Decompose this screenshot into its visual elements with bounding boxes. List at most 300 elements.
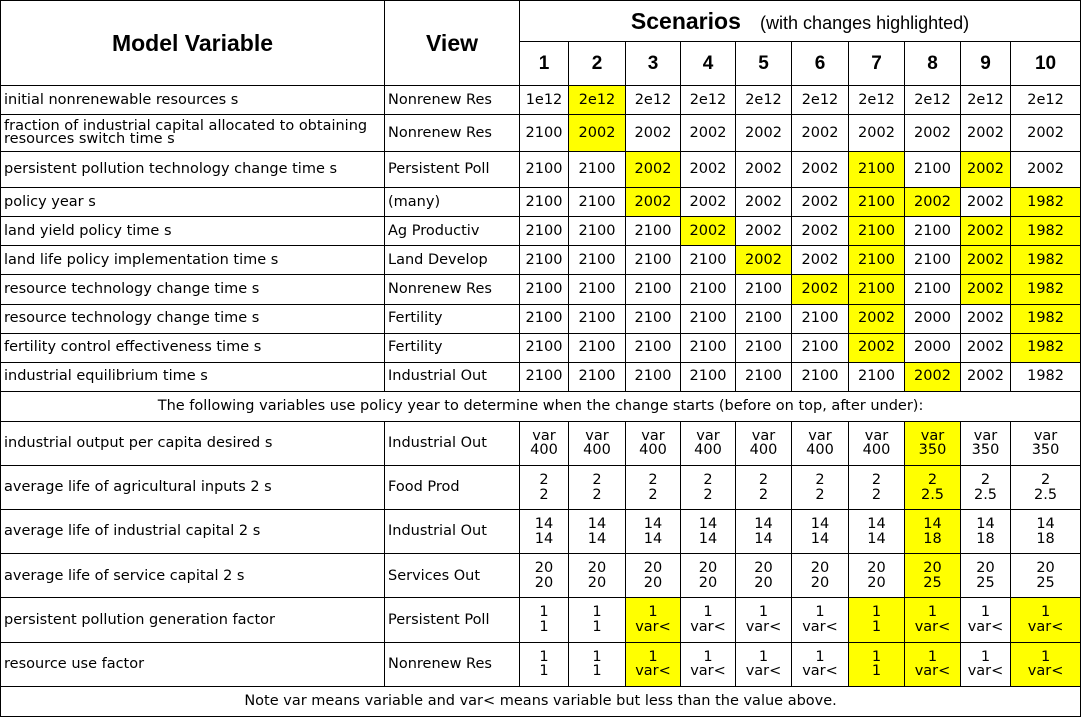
value-after: 18 [1036,530,1055,547]
value-after: 2 [758,486,769,503]
value-before: 14 [1036,516,1055,533]
scenario-value: 2100 [569,275,626,304]
variable-name: persistent pollution generation factor [1,598,385,642]
scenario-value-pair [520,421,569,465]
value-before: 20 [534,560,554,577]
scenario-value: 2002 [849,333,905,362]
value-before: 2 [927,472,938,489]
value-before: 2 [758,472,769,489]
scenario-value: 2100 [569,333,626,362]
model-variable-header: Model Variable [1,1,385,86]
table-row [1,642,1081,686]
variable-name: policy year s [1,188,385,217]
scenario-value: 2002 [681,217,736,246]
value-before: var [808,427,832,444]
scenario-value: 2002 [681,188,736,217]
scenario-value: 2100 [681,275,736,304]
table-row [1,86,1081,115]
scenario-value-pair [1011,421,1081,465]
value-before: 1 [980,648,991,665]
view-name: Industrial Out [385,362,520,391]
value-after: 2 [539,486,549,503]
scenario-value: 1982 [1011,246,1081,275]
view-name: Food Prod [385,466,520,510]
scenario-value-pair [849,466,905,510]
scenario-value: 2002 [736,115,792,152]
scenario-value-pair [569,642,626,686]
view-name: Persistent Poll [385,151,520,188]
value-after: 25 [1036,574,1055,591]
value-before: var [920,427,945,444]
scenario-value: 2100 [569,246,626,275]
view-name: Industrial Out [385,510,520,554]
scenario-value: 1982 [1011,217,1081,246]
table-row [1,115,1081,152]
scenario-value-pair [681,598,736,642]
scenario-value-pair [905,598,961,642]
scenario-value: 2100 [736,362,792,391]
variable-name: average life of agricultural inputs 2 s [1,466,385,510]
scenario-value: 2000 [905,333,961,362]
view-name: Ag Productiv [385,217,520,246]
scenario-number: 2 [569,42,626,86]
footer-note-row [1,686,1081,716]
value-after: 400 [862,442,891,459]
scenario-value-pair [736,510,792,554]
value-before: var [696,427,720,444]
value-before: var [751,427,776,444]
scenario-value: 2002 [849,304,905,333]
view-name: Persistent Poll [385,598,520,642]
scenario-value: 2100 [569,362,626,391]
table-row [1,217,1081,246]
scenario-value-pair [736,554,792,598]
scenario-value-pair [961,466,1011,510]
value-before: 1 [703,604,713,621]
scenarios-header [520,1,1081,42]
value-after: var< [1027,618,1064,635]
variable-name: land yield policy time s [1,217,385,246]
value-before: 20 [643,560,663,577]
value-after: 18 [976,530,995,547]
scenario-value-pair [849,554,905,598]
scenario-value-pair [681,642,736,686]
scenario-value: 2100 [626,275,681,304]
variable-name: persistent pollution technology change time s [1,151,385,188]
value-after: 1 [871,618,882,635]
table-row [1,188,1081,217]
value-before: 1 [758,648,769,665]
value-after: 20 [754,574,773,591]
value-before: 1 [871,604,882,621]
scenario-value: 2002 [792,188,849,217]
value-before: 14 [534,516,554,533]
scenario-value-pair [569,510,626,554]
view-name: Nonrenew Res [385,86,520,115]
scenarios-title: Scenarios [630,7,741,34]
scenario-value-pair [626,421,681,465]
value-after: var< [745,663,782,680]
scenario-value-pair [792,642,849,686]
value-before: var [864,427,889,444]
scenario-value-pair [961,510,1011,554]
value-after: 18 [923,530,942,547]
value-after: 25 [976,574,995,591]
value-after: 20 [643,574,663,591]
scenario-value: 2002 [1011,115,1081,152]
table-row [1,304,1081,333]
footer-note: Note var means variable and var< means variable but less than the value above. [1,686,1081,716]
scenario-value: 2100 [681,246,736,275]
value-after: 14 [698,530,718,547]
value-before: 1 [703,648,713,665]
value-after: 14 [754,530,773,547]
value-before: 14 [810,516,830,533]
value-after: 400 [530,442,558,459]
scenario-value: 2e12 [569,86,626,115]
scenario-value-pair [626,642,681,686]
value-after: 2.5 [920,486,945,503]
scenario-value-pair [626,598,681,642]
scenario-value-pair [626,466,681,510]
scenario-value: 2e12 [1011,86,1081,115]
scenario-value: 2100 [520,362,569,391]
value-after: 20 [534,574,554,591]
scenario-value: 2002 [1011,151,1081,188]
scenarios-note: (with changes highlighted) [760,12,970,33]
value-before: 2 [703,472,713,489]
scenario-value: 2002 [626,115,681,152]
scenario-number: 7 [849,42,905,86]
view-header: View [385,1,520,86]
scenario-value: 2002 [905,188,961,217]
scenario-value: 2100 [736,333,792,362]
value-before: 2 [980,472,991,489]
scenario-value: 2e12 [792,86,849,115]
scenario-value: 2e12 [961,86,1011,115]
scenario-value: 2002 [849,115,905,152]
value-before: 1 [592,648,602,665]
value-after: 20 [587,574,607,591]
scenario-value: 2002 [961,362,1011,391]
table-row [1,598,1081,642]
scenario-value: 2100 [792,333,849,362]
value-after: 2.5 [973,486,998,503]
scenario-value-pair [626,510,681,554]
scenario-value: 1982 [1011,188,1081,217]
value-before: 1 [871,648,882,665]
table-row [1,151,1081,188]
value-before: 20 [587,560,607,577]
value-before: 1 [1040,604,1051,621]
value-before: var [532,427,556,444]
view-name: Fertility [385,333,520,362]
value-after: 2.5 [1034,486,1058,503]
value-after: var< [690,663,726,680]
scenario-value: 2002 [569,115,626,152]
scenario-value-pair [961,554,1011,598]
scenario-value: 2002 [792,217,849,246]
value-before: 1 [648,648,658,665]
table-row [1,275,1081,304]
scenario-value: 2e12 [849,86,905,115]
value-before: 14 [923,516,942,533]
section-note: The following variables use policy year to determine when the change starts (before on top, after under): [1,391,1081,421]
value-before: 1 [539,604,549,621]
value-after: 20 [698,574,718,591]
scenario-value-pair [849,421,905,465]
scenario-value: 1982 [1011,275,1081,304]
value-before: 1 [927,604,938,621]
scenario-value: 2100 [626,217,681,246]
variable-name: industrial equilibrium time s [1,362,385,391]
value-after: 2 [592,486,602,503]
value-after: var< [690,618,726,635]
value-before: 20 [923,560,942,577]
scenario-value-pair [520,466,569,510]
scenario-number: 9 [961,42,1011,86]
scenario-value: 2100 [849,275,905,304]
value-after: var< [745,618,782,635]
value-before: 2 [592,472,602,489]
scenario-value: 2100 [520,188,569,217]
value-after: 14 [643,530,663,547]
value-before: var [641,427,665,444]
value-after: 1 [539,618,549,635]
scenario-value: 2002 [736,188,792,217]
scenario-value-pair [1011,642,1081,686]
scenario-value: 2002 [626,188,681,217]
scenario-value: 2100 [520,217,569,246]
scenario-value-pair [520,598,569,642]
scenario-value: 2100 [520,246,569,275]
table-row [1,421,1081,465]
value-before: 1 [1040,648,1051,665]
table-row [1,510,1081,554]
scenario-value: 2002 [792,151,849,188]
scenario-value: 2002 [905,115,961,152]
scenario-value: 2100 [792,362,849,391]
scenario-value: 2100 [681,304,736,333]
value-before: 14 [867,516,886,533]
scenario-value: 2100 [849,188,905,217]
scenario-value: 2002 [626,151,681,188]
value-before: 1 [815,648,825,665]
scenario-value-pair [792,510,849,554]
scenario-value: 2100 [569,151,626,188]
variable-name: land life policy implementation time s [1,246,385,275]
scenario-value-pair [681,466,736,510]
scenario-value: 2002 [961,275,1011,304]
scenario-value: 2002 [736,151,792,188]
value-before: 1 [539,648,549,665]
value-before: 20 [754,560,773,577]
scenario-value: 2100 [849,217,905,246]
scenario-value: 2100 [849,362,905,391]
value-before: 2 [815,472,825,489]
scenario-value-pair [520,510,569,554]
scenario-value: 2100 [520,151,569,188]
value-after: var< [802,663,838,680]
value-after: var< [802,618,838,635]
section-note-row [1,391,1081,421]
scenario-value: 2e12 [905,86,961,115]
scenario-value: 2002 [736,217,792,246]
scenario-value: 1e12 [520,86,569,115]
value-before: 14 [976,516,995,533]
scenario-value-pair [961,598,1011,642]
scenario-value-pair [569,421,626,465]
view-name: Nonrenew Res [385,115,520,152]
variable-name: fraction of industrial capital allocated to obtaining resources switch time s [1,115,385,152]
scenario-value-pair [905,510,961,554]
scenario-value: 2002 [961,188,1011,217]
scenario-value-pair [569,466,626,510]
value-after: 20 [867,574,886,591]
scenario-value-pair [736,466,792,510]
value-before: 2 [1040,472,1051,489]
value-before: 20 [698,560,718,577]
value-after: var< [635,618,671,635]
scenario-value-pair [792,554,849,598]
value-before: var [585,427,609,444]
value-after: 1 [539,663,549,680]
value-after: 14 [587,530,607,547]
scenario-value-pair [792,466,849,510]
scenario-value: 2002 [961,151,1011,188]
value-before: var [1033,427,1058,444]
table-row [1,554,1081,598]
scenario-value-pair [905,466,961,510]
scenario-value: 2100 [681,362,736,391]
view-name: Nonrenew Res [385,642,520,686]
scenario-value-pair [1011,510,1081,554]
value-after: 14 [534,530,554,547]
value-before: 2 [648,472,658,489]
view-name: Fertility [385,304,520,333]
scenario-value: 2002 [961,304,1011,333]
scenario-number: 1 [520,42,569,86]
value-after: 350 [1031,442,1060,459]
scenario-value: 2000 [905,304,961,333]
value-after: 25 [923,574,942,591]
variable-name: initial nonrenewable resources s [1,86,385,115]
variable-name: resource technology change time s [1,304,385,333]
scenario-value: 2100 [520,304,569,333]
value-after: 14 [867,530,886,547]
variable-name: resource use factor [1,642,385,686]
scenario-value: 2100 [849,151,905,188]
value-before: 14 [643,516,663,533]
scenario-value: 2100 [626,304,681,333]
scenario-value: 2100 [905,246,961,275]
scenario-value: 2100 [905,217,961,246]
scenario-value-pair [1011,554,1081,598]
view-name: (many) [385,188,520,217]
value-after: 400 [806,442,834,459]
value-after: 400 [639,442,667,459]
value-after: 2 [703,486,713,503]
scenario-value: 2100 [626,246,681,275]
scenario-value-pair [905,554,961,598]
scenario-value: 2100 [736,275,792,304]
value-after: 2 [871,486,882,503]
scenario-value: 2002 [961,115,1011,152]
scenario-value: 2002 [961,217,1011,246]
value-before: 1 [758,604,769,621]
scenario-value-pair [792,598,849,642]
scenario-value-pair [520,642,569,686]
value-before: var [973,427,998,444]
value-after: 14 [810,530,830,547]
scenario-number: 10 [1011,42,1081,86]
scenario-value: 2e12 [681,86,736,115]
scenario-value-pair [961,421,1011,465]
scenario-value: 2100 [905,275,961,304]
scenario-value: 2002 [961,246,1011,275]
value-before: 1 [927,648,938,665]
value-after: 1 [592,618,602,635]
view-name: Industrial Out [385,421,520,465]
scenario-value-pair [905,421,961,465]
value-before: 2 [539,472,549,489]
table-row [1,362,1081,391]
scenario-value: 2002 [681,151,736,188]
value-before: 1 [815,604,825,621]
value-after: 400 [749,442,778,459]
scenario-value-pair [849,598,905,642]
value-before: 1 [980,604,991,621]
value-after: 2 [648,486,658,503]
scenario-value-pair [1011,466,1081,510]
value-before: 1 [592,604,602,621]
scenario-value: 2100 [849,246,905,275]
table-body [1,86,1081,717]
scenario-value: 2100 [792,304,849,333]
value-before: 20 [810,560,830,577]
value-after: var< [635,663,671,680]
value-after: 350 [971,442,1000,459]
scenario-number: 4 [681,42,736,86]
scenario-number: 5 [736,42,792,86]
scenario-value-pair [736,598,792,642]
view-name: Nonrenew Res [385,275,520,304]
scenario-value-pair [961,642,1011,686]
scenario-value: 1982 [1011,333,1081,362]
scenario-value: 2002 [792,275,849,304]
value-before: 20 [1036,560,1055,577]
variable-name: fertility control effectiveness time s [1,333,385,362]
variable-name: industrial output per capita desired s [1,421,385,465]
value-after: 1 [871,663,882,680]
scenario-value: 2100 [626,333,681,362]
value-after: 20 [810,574,830,591]
value-after: var< [967,618,1004,635]
view-name: Services Out [385,554,520,598]
scenario-value: 1982 [1011,304,1081,333]
scenario-value: 2e12 [626,86,681,115]
scenario-value-pair [849,510,905,554]
view-name: Land Develop [385,246,520,275]
scenario-value-pair [681,421,736,465]
value-after: var< [1027,663,1064,680]
scenario-value: 2100 [681,333,736,362]
scenario-value-pair [736,642,792,686]
scenario-value: 2100 [569,188,626,217]
scenario-value: 2e12 [736,86,792,115]
variable-name: average life of service capital 2 s [1,554,385,598]
scenario-value: 1982 [1011,362,1081,391]
